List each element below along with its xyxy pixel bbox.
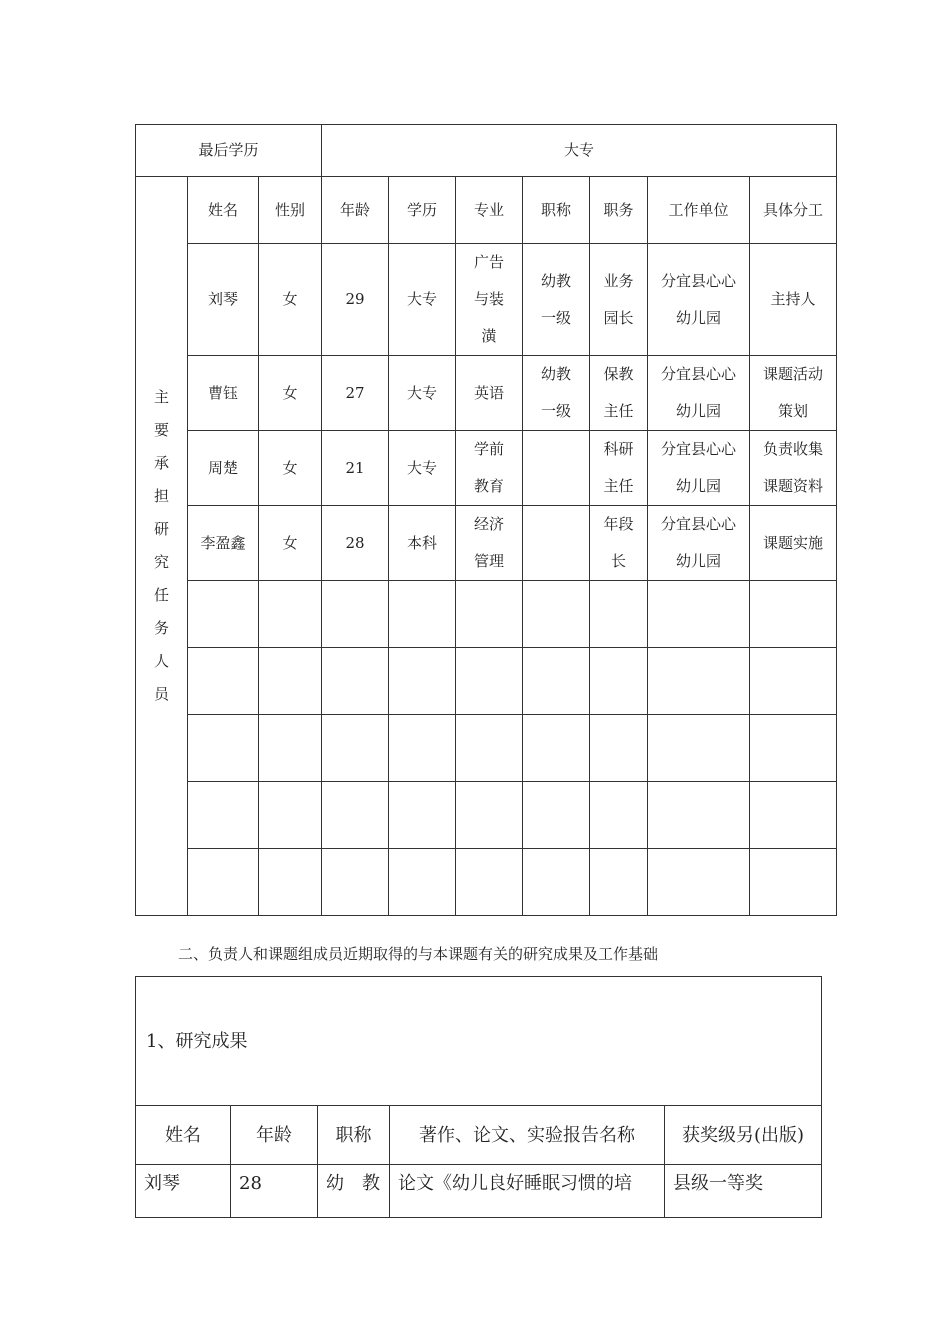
column-header: 专业 [456, 177, 523, 244]
table-cell [322, 431, 389, 506]
cell-text: 主持人 [770, 290, 816, 308]
cell-text: 年段 [603, 515, 634, 533]
table-cell [750, 506, 837, 581]
cell-text: 21 [345, 458, 365, 477]
table-cell [322, 506, 389, 581]
column-header: 职务 [590, 177, 648, 244]
cell-text: 广告 [474, 253, 505, 271]
empty-cell [648, 715, 750, 782]
cell-text: 分宜县心心 [661, 271, 737, 290]
table-cell [456, 244, 523, 356]
empty-cell [750, 782, 837, 849]
cell-text: 管理 [474, 552, 505, 570]
empty-cell [389, 648, 456, 715]
cell-text: 一级 [541, 308, 572, 327]
table-cell [523, 356, 590, 431]
table-cell: 县级一等奖 [665, 1165, 822, 1218]
cell-text: 学前 [474, 440, 505, 458]
education-label: 最后学历 [136, 125, 322, 177]
cell-text: 分宜县心心 [661, 440, 737, 458]
column-header: 工作单位 [648, 177, 750, 244]
cell-text: 29 [345, 290, 365, 308]
table-row [136, 431, 837, 506]
table-cell [322, 356, 389, 431]
cell-text: 潢 [481, 327, 497, 345]
personnel-table [135, 124, 837, 916]
cell-text: 女 [282, 533, 298, 552]
empty-cell [523, 648, 590, 715]
cell-text: 分宜县心心 [661, 515, 737, 533]
cell-text: 园长 [603, 308, 634, 327]
table-cell [648, 506, 750, 581]
column-header: 姓名 [136, 1106, 231, 1165]
empty-cell [456, 782, 523, 849]
column-header: 性别 [259, 177, 322, 244]
header-row [136, 177, 837, 244]
cell-text: 保教 [603, 365, 634, 383]
research-results-label: 1、研究成果 [136, 977, 822, 1106]
empty-cell [590, 849, 648, 916]
table-cell: 论文《幼儿良好睡眠习惯的培 [390, 1165, 665, 1218]
table-cell [750, 356, 837, 431]
cell-text: 经济 [474, 515, 505, 533]
empty-cell [188, 715, 259, 782]
table-row [136, 1165, 822, 1218]
table-cell [259, 431, 322, 506]
empty-cell [750, 715, 837, 782]
table-cell [648, 431, 750, 506]
table-cell: 幼 教 [318, 1165, 390, 1218]
cell-text: 教育 [474, 477, 505, 495]
table-cell [648, 356, 750, 431]
empty-cell [188, 581, 259, 648]
table-row [136, 244, 837, 356]
cell-text: 刘琴 [207, 290, 238, 308]
table-cell [322, 244, 389, 356]
table-cell [590, 244, 648, 356]
cell-text: 科研 [603, 440, 634, 458]
cell-text: 与装 [474, 290, 505, 308]
cell-text: 课题活动 [763, 365, 824, 383]
empty-cell [322, 782, 389, 849]
table-cell [389, 244, 456, 356]
cell-text: 周楚 [207, 458, 238, 477]
empty-cell [322, 648, 389, 715]
empty-cell [590, 715, 648, 782]
side-label-char: 人 [153, 652, 169, 670]
table-cell [188, 244, 259, 356]
empty-cell [456, 648, 523, 715]
empty-cell [648, 782, 750, 849]
empty-cell [750, 849, 837, 916]
cell-text: 课题资料 [763, 477, 824, 495]
table-cell [389, 506, 456, 581]
table-cell [456, 431, 523, 506]
cell-text: 曹钰 [207, 383, 238, 402]
table-cell [750, 431, 837, 506]
column-header: 姓名 [188, 177, 259, 244]
table-cell [590, 431, 648, 506]
empty-cell [389, 581, 456, 648]
empty-cell [389, 849, 456, 916]
cell-text: 幼儿园 [676, 308, 722, 327]
table-row [136, 356, 837, 431]
table-cell [590, 506, 648, 581]
empty-cell [322, 715, 389, 782]
empty-cell [750, 581, 837, 648]
table-cell: 刘琴 [136, 1165, 231, 1218]
table-cell [259, 244, 322, 356]
table-cell [188, 356, 259, 431]
cell-text: 业务 [603, 271, 634, 290]
side-label-char: 主 [153, 388, 169, 406]
cell-text: 主任 [603, 402, 634, 420]
empty-cell [259, 782, 322, 849]
column-header: 职称 [523, 177, 590, 244]
table-cell [523, 431, 590, 506]
empty-cell [590, 648, 648, 715]
empty-cell [590, 581, 648, 648]
cell-text: 幼教 [541, 365, 572, 383]
side-label-char: 务 [153, 619, 169, 637]
column-header: 年龄 [322, 177, 389, 244]
empty-cell [523, 715, 590, 782]
table-row [136, 506, 837, 581]
empty-cell [259, 849, 322, 916]
cell-text: 幼教 [541, 271, 572, 290]
column-header: 年龄 [231, 1106, 318, 1165]
column-header: 获奖级另(出版) [665, 1106, 822, 1165]
empty-cell [259, 648, 322, 715]
table-cell [389, 356, 456, 431]
table-cell [590, 356, 648, 431]
table-cell [389, 431, 456, 506]
table-cell [523, 244, 590, 356]
empty-row [136, 715, 837, 782]
cell-text: 女 [282, 458, 298, 477]
empty-cell [523, 849, 590, 916]
empty-cell [389, 782, 456, 849]
cell-text: 负责收集 [763, 440, 824, 458]
empty-cell [590, 782, 648, 849]
table-cell: 28 [231, 1165, 318, 1218]
cell-text: 27 [345, 383, 365, 402]
side-label-char: 员 [153, 685, 169, 703]
cell-text: 大专 [407, 383, 438, 402]
cell-text: 幼儿园 [676, 552, 722, 570]
cell-text: 幼儿园 [676, 402, 722, 420]
cell-text: 女 [282, 290, 298, 308]
cell-text: 本科 [407, 533, 438, 552]
side-label-char: 担 [153, 487, 169, 505]
empty-cell [456, 849, 523, 916]
cell-text: 幼儿园 [676, 477, 722, 495]
empty-cell [188, 648, 259, 715]
table-cell [188, 431, 259, 506]
column-header: 职称 [318, 1106, 390, 1165]
empty-cell [259, 715, 322, 782]
empty-cell [648, 849, 750, 916]
table-cell [259, 356, 322, 431]
side-label-char: 要 [153, 421, 169, 439]
table-cell [750, 244, 837, 356]
cell-text: 分宜县心心 [661, 365, 737, 383]
empty-cell [188, 782, 259, 849]
table-cell [456, 356, 523, 431]
side-label-char: 研 [153, 520, 169, 538]
empty-cell [648, 581, 750, 648]
cell-text: 大专 [407, 290, 438, 308]
empty-cell [322, 581, 389, 648]
cell-text: 李盈鑫 [200, 533, 246, 552]
empty-cell [523, 581, 590, 648]
empty-row [136, 849, 837, 916]
empty-row [136, 782, 837, 849]
cell-text: 一级 [541, 402, 572, 420]
header-row [136, 1106, 822, 1165]
empty-cell [648, 648, 750, 715]
cell-text: 课题实施 [763, 533, 824, 552]
cell-text: 女 [282, 383, 298, 402]
table-cell [648, 244, 750, 356]
side-label-char: 究 [153, 553, 169, 571]
table-cell [188, 506, 259, 581]
empty-cell [523, 782, 590, 849]
cell-text: 英语 [474, 383, 505, 402]
empty-cell [750, 648, 837, 715]
empty-row [136, 648, 837, 715]
table-cell [523, 506, 590, 581]
empty-cell [259, 581, 322, 648]
column-header: 著作、论文、实验报告名称 [390, 1106, 665, 1165]
empty-cell [322, 849, 389, 916]
side-label-char: 任 [153, 586, 169, 604]
empty-cell [456, 581, 523, 648]
education-value: 大专 [322, 125, 837, 177]
empty-cell [188, 849, 259, 916]
empty-row [136, 581, 837, 648]
cell-text: 策划 [778, 402, 809, 420]
empty-cell [389, 715, 456, 782]
side-label [136, 177, 188, 916]
section-title: 二、负责人和课题组成员近期取得的与本课题有关的研究成果及工作基础 [178, 945, 659, 963]
column-header: 具体分工 [750, 177, 837, 244]
table-cell [456, 506, 523, 581]
cell-text: 28 [345, 533, 365, 552]
side-label-char: 承 [153, 454, 169, 472]
cell-text: 大专 [407, 458, 438, 477]
empty-cell [456, 715, 523, 782]
cell-text: 主任 [603, 477, 634, 495]
column-header: 学历 [389, 177, 456, 244]
table-cell [259, 506, 322, 581]
cell-text: 长 [611, 552, 627, 570]
results-table [135, 976, 822, 1218]
